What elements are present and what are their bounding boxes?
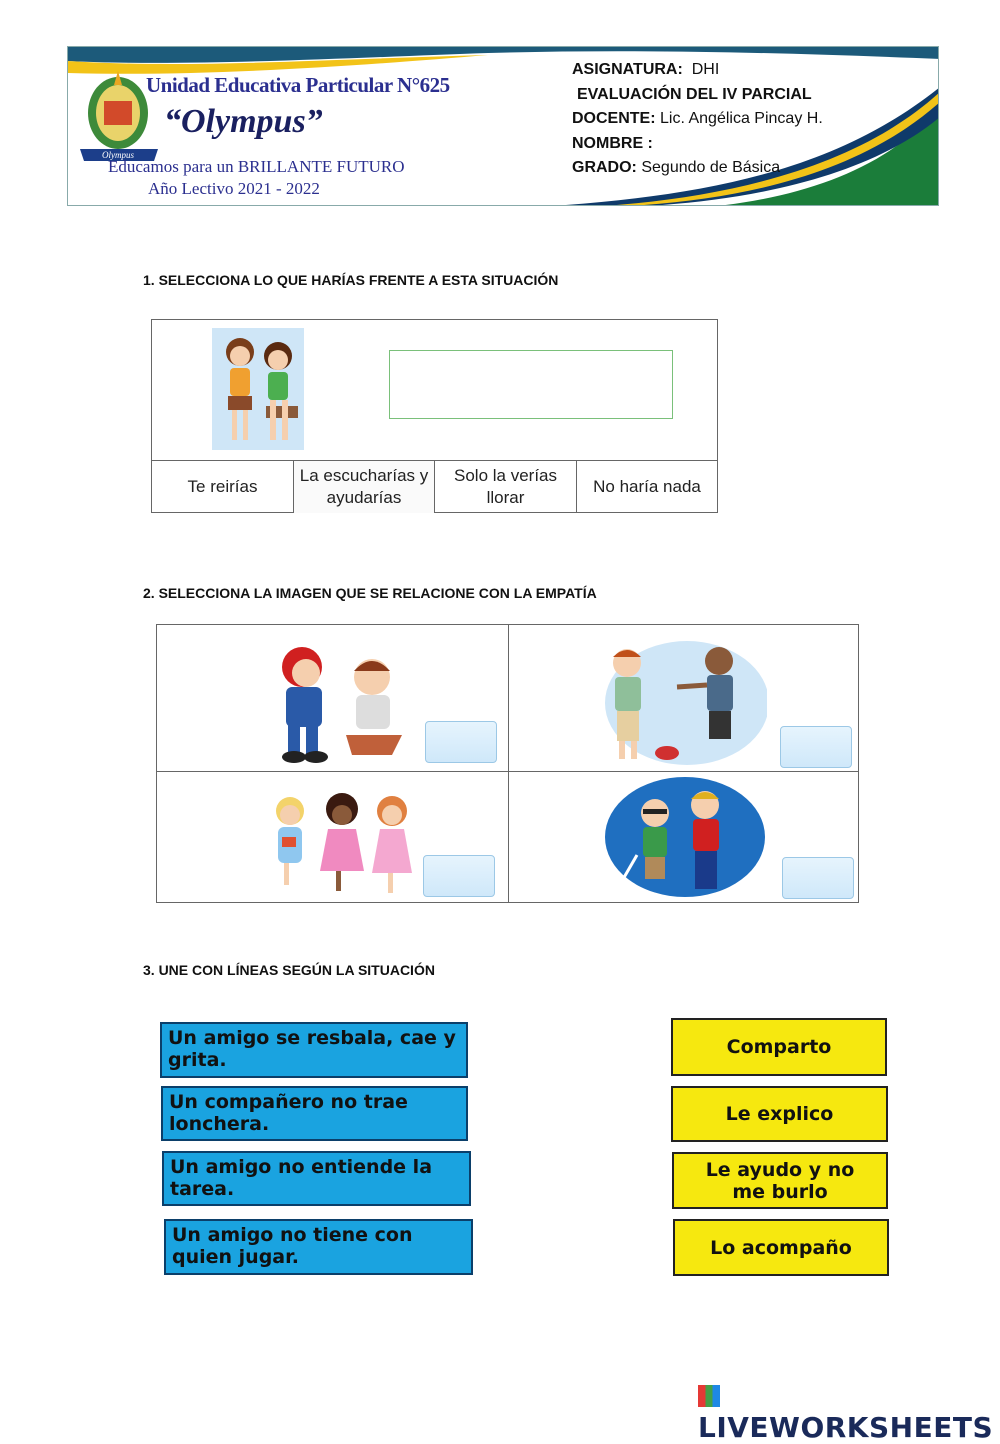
question-2-image-grid (156, 624, 859, 903)
subject-value: DHI (691, 61, 720, 78)
school-name: Unidad Educativa Particular N°625 (146, 73, 450, 97)
school-year: Año Lectivo 2021 - 2022 (148, 179, 320, 198)
question-2-title: 2. SELECCIONA LA IMAGEN QUE SE RELACIONE CON LA EMPATÍA (143, 585, 597, 601)
situation-text: Un amigo no entiende la tarea. (170, 1156, 433, 1200)
kid-helping-hurt-friend-image (262, 637, 422, 767)
action-text: Le ayudo y no me burlo (705, 1158, 855, 1203)
empathy-checkbox-4[interactable] (782, 857, 854, 899)
empathy-checkbox-1[interactable] (425, 721, 497, 763)
name-line (572, 135, 653, 153)
situation-text: Un amigo se resbala, cae y grita. (168, 1027, 456, 1071)
action-text: Comparto (726, 1036, 832, 1058)
option-te-reirias[interactable] (151, 460, 294, 513)
girls-comforting-friend-image (262, 789, 432, 897)
question-3-title: 3. UNE CON LÍNEAS SEGÚN LA SITUACIÓN (143, 962, 435, 978)
situation-card-4[interactable] (164, 1219, 473, 1275)
grid-divider-vertical (508, 625, 509, 902)
evaluation-line (577, 86, 812, 104)
action-card-le-explico[interactable] (671, 1086, 888, 1142)
school-brand: “Olympus” (164, 103, 323, 140)
teacher-line (572, 110, 823, 128)
option-no-haria-nada[interactable] (577, 460, 718, 513)
grade-value: Segundo de Básica (641, 159, 781, 176)
grid-divider-horizontal (157, 771, 858, 772)
empathy-checkbox-2[interactable] (780, 726, 852, 768)
footer-brand-text: LIVEWORKSHEETS (698, 1411, 994, 1444)
crest-ribbon-text: Olympus (102, 150, 134, 160)
option-la-escucharias[interactable] (294, 460, 435, 513)
situation-card-3[interactable] (162, 1151, 471, 1206)
crying-girl-illustration (212, 328, 304, 450)
option-label: Te reirías (187, 477, 258, 496)
action-card-le-ayudo[interactable] (672, 1152, 888, 1209)
question-1-title: 1. SELECCIONA LO QUE HARÍAS FRENTE A ESTA SITUACIÓN (143, 272, 559, 288)
action-text: Le explico (725, 1103, 834, 1125)
kid-pointing-at-crying-kid-image (597, 633, 767, 767)
evaluation-title: EVALUACIÓN DEL IV PARCIAL (577, 86, 812, 103)
option-label: No haría nada (593, 477, 701, 496)
school-motto: Educamos para un BRILLANTE FUTURO (108, 157, 405, 176)
action-card-lo-acompano[interactable] (673, 1219, 889, 1276)
answer-drop-box[interactable] (389, 350, 673, 419)
grade-label: GRADO: (572, 159, 637, 176)
situation-text: Un compañero no trae lonchera. (169, 1091, 408, 1135)
subject-label: ASIGNATURA: (572, 61, 683, 78)
option-label: La escucharías y ayudarías (299, 466, 429, 507)
grade-line (572, 159, 780, 177)
subject-line (572, 61, 719, 79)
worksheet-header (67, 46, 939, 206)
teacher-label: DOCENTE: (572, 110, 656, 127)
option-solo-la-verias[interactable] (435, 460, 577, 513)
situation-text: Un amigo no tiene con quien jugar. (172, 1224, 413, 1268)
action-text: Lo acompaño (710, 1236, 852, 1259)
name-label: NOMBRE : (572, 135, 653, 152)
boy-guiding-blind-friend-image (595, 775, 765, 899)
liveworksheets-icon (698, 1385, 720, 1407)
action-card-comparto[interactable] (671, 1018, 887, 1076)
option-label: Solo la verías llorar (454, 466, 557, 507)
empathy-checkbox-3[interactable] (423, 855, 495, 897)
liveworksheets-logo (698, 1378, 1000, 1444)
situation-card-2[interactable] (161, 1086, 468, 1141)
teacher-value: Lic. Angélica Pincay H. (660, 110, 823, 127)
situation-card-1[interactable] (160, 1022, 468, 1078)
